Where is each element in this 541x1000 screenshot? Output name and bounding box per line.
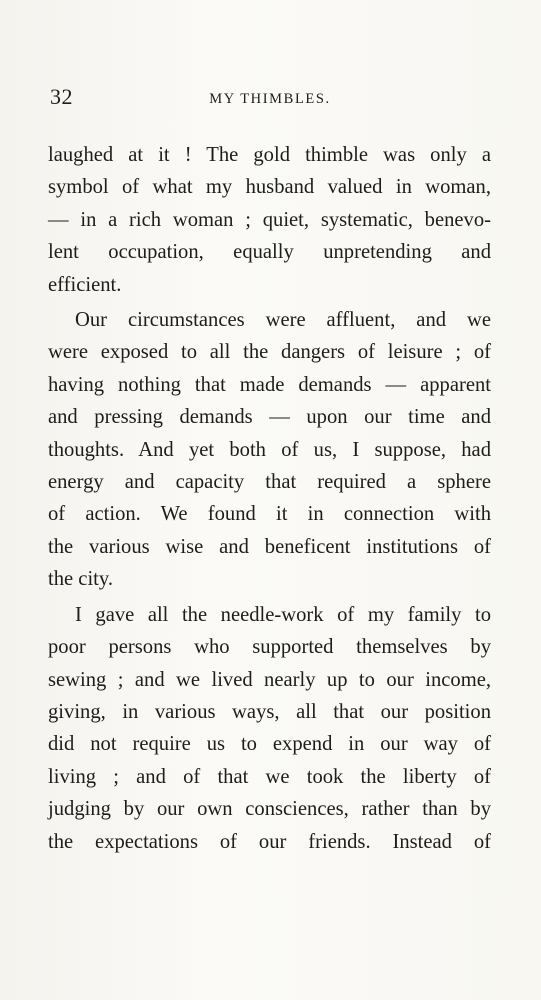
text-line: the city. — [48, 568, 113, 591]
text-line: giving, in various ways, all that our position — [48, 700, 491, 723]
paragraph-3 — [48, 599, 491, 858]
text-line: efficient. — [48, 273, 122, 296]
text-line: of action. We found it in connection with — [48, 503, 491, 526]
text-line: the various wise and beneficent institutions of — [48, 535, 491, 558]
text-line: judging by our own consciences, rather than by — [48, 798, 491, 821]
text-line: laughed at it ! The gold thimble was only a — [48, 144, 491, 166]
text-line: sewing ; and we lived nearly up to our income, — [48, 668, 491, 691]
running-head: MY THIMBLES. — [209, 91, 331, 107]
paragraph-1 — [48, 139, 491, 301]
text-line: were exposed to all the dangers of leisure ; of — [48, 341, 491, 364]
text-line: energy and capacity that required a sphere — [48, 471, 491, 494]
text-line: — in a rich woman ; quiet, systematic, benevo- — [48, 208, 491, 231]
page-header — [48, 84, 492, 114]
body-text — [48, 139, 491, 859]
text-line: I gave all the needle-work of my family to — [75, 603, 491, 626]
text-line: poor persons who supported themselves by — [48, 636, 491, 659]
paragraph-2 — [48, 304, 491, 596]
text-line: lent occupation, equally unpretending and — [48, 241, 491, 264]
page-number: 32 — [50, 84, 73, 109]
text-line: having nothing that made demands — apparent — [48, 373, 491, 396]
text-line: living ; and of that we took the liberty of — [48, 765, 491, 788]
text-line: and pressing demands — upon our time and — [48, 406, 491, 429]
text-line: thoughts. And yet both of us, I suppose, had — [48, 438, 491, 461]
text-line: the expectations of our friends. Instead of — [48, 830, 491, 853]
text-line: symbol of what my husband valued in woman, — [48, 176, 491, 199]
text-line: Our circumstances were affluent, and we — [75, 309, 491, 332]
text-line: did not require us to expend in our way of — [48, 733, 491, 756]
